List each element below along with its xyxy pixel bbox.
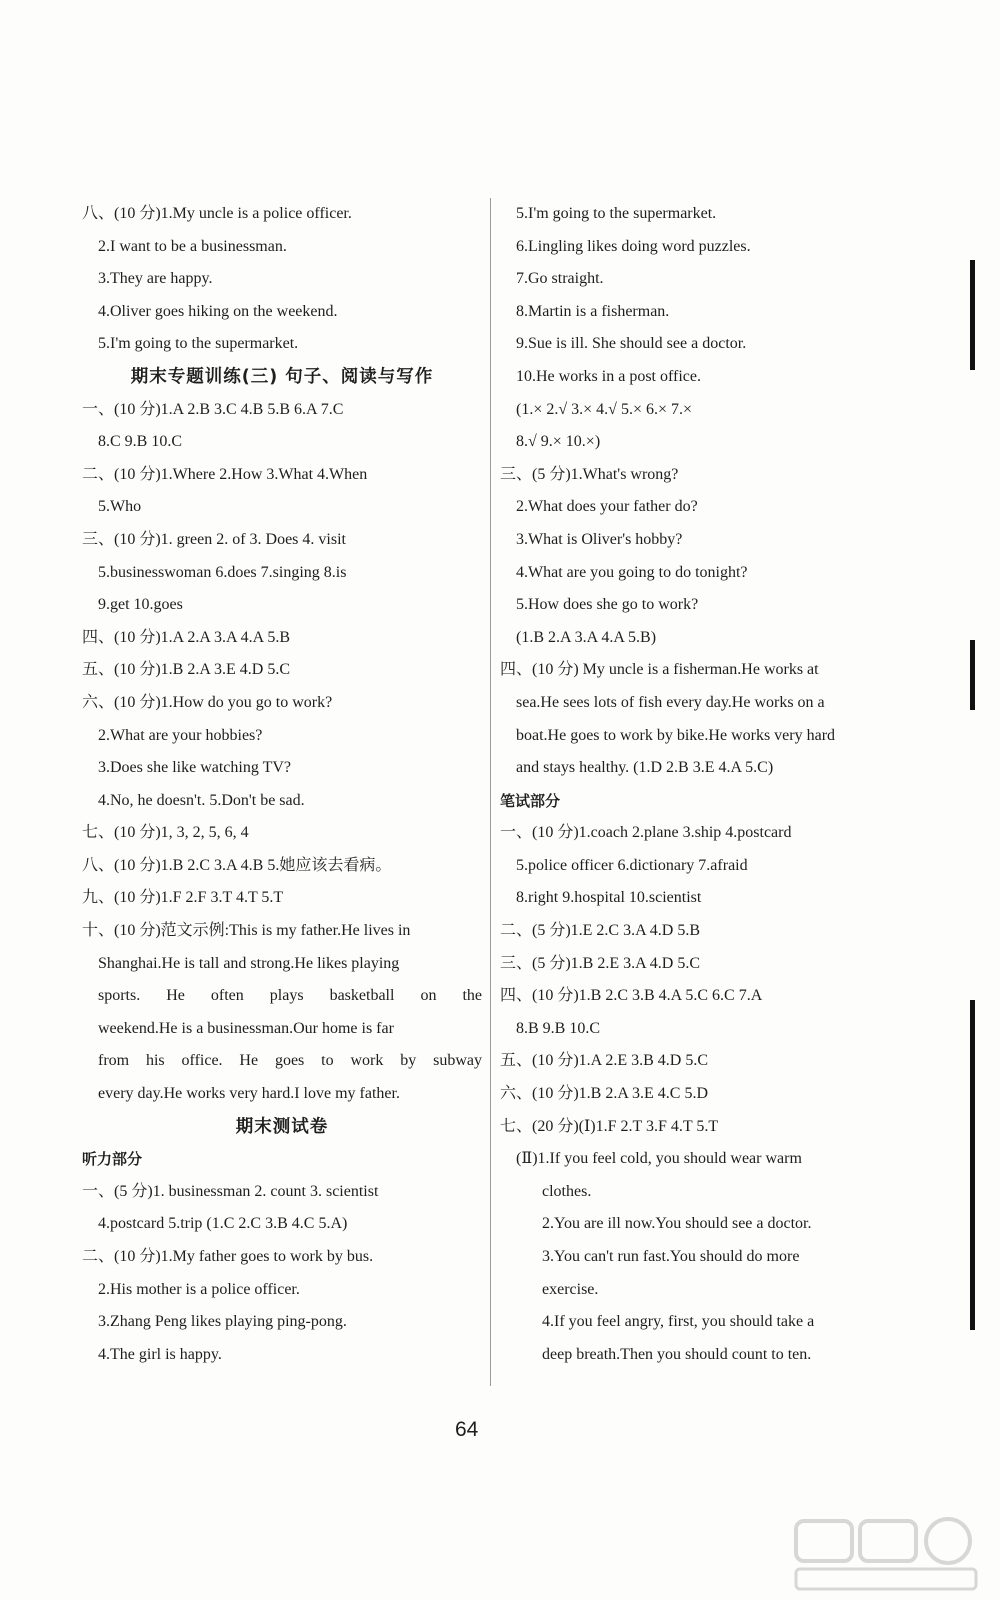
right-column [500, 198, 900, 1371]
answer-line: 三、(10 分)1. green 2. of 3. Does 4. visit [82, 530, 346, 548]
answer-line: (Ⅱ)1.If you feel cold, you should wear warm [516, 1150, 802, 1168]
scan-edge-mark [970, 640, 975, 710]
answer-line: from his office. He goes to work by subway [98, 1052, 482, 1070]
answer-line: 6.Lingling likes doing word puzzles. [516, 237, 751, 255]
answer-line: 一、(5 分)1. businessman 2. count 3. scientist [82, 1182, 379, 1200]
answer-line: 3.They are happy. [98, 270, 213, 288]
answer-line: (1.× 2.√ 3.× 4.√ 5.× 6.× 7.× [516, 400, 693, 418]
answer-line: 5.I'm going to the supermarket. [98, 335, 299, 353]
answer-line: 4.postcard 5.trip (1.C 2.C 3.B 4.C 5.A) [98, 1215, 348, 1233]
answer-line: 3.What is Oliver's hobby? [516, 530, 683, 548]
answer-line: 8.B 9.B 10.C [516, 1019, 601, 1037]
answer-line: every day.He works very hard.I love my father. [98, 1085, 400, 1103]
answer-line: 4.Oliver goes hiking on the weekend. [98, 302, 338, 320]
answer-line: 七、(20 分)(Ⅰ)1.F 2.T 3.F 4.T 5.T [500, 1117, 719, 1135]
answer-line: 3.Zhang Peng likes playing ping-pong. [98, 1313, 347, 1331]
answer-line: 一、(10 分)1.coach 2.plane 3.ship 4.postcard [500, 824, 792, 842]
scan-edge-mark [970, 1000, 975, 1330]
subsection-heading: 笔试部分 [500, 791, 561, 810]
answer-line: boat.He goes to work by bike.He works very hard [516, 726, 836, 744]
answer-line: 9.get 10.goes [98, 596, 183, 614]
answer-line: 九、(10 分)1.F 2.F 3.T 4.T 5.T [82, 889, 284, 907]
left-column [82, 198, 482, 1371]
answer-line: (1.B 2.A 3.A 4.A 5.B) [516, 628, 657, 646]
section-heading: 期末专题训练(三) 句子、阅读与写作 [130, 366, 434, 387]
answer-line: clothes. [542, 1182, 592, 1200]
answer-line: 3.Does she like watching TV? [98, 759, 291, 777]
answer-line: 8.C 9.B 10.C [98, 433, 183, 451]
answer-line: 六、(10 分)1.How do you go to work? [82, 693, 333, 711]
answer-line: 2.What does your father do? [516, 498, 698, 516]
answer-line: 8.√ 9.× 10.×) [516, 433, 601, 451]
answer-line: 9.Sue is ill. She should see a doctor. [516, 335, 747, 353]
answer-line: 一、(10 分)1.A 2.B 3.C 4.B 5.B 6.A 7.C [82, 400, 344, 418]
answer-line: 八、(10 分)1.My uncle is a police officer. [82, 205, 352, 222]
answer-line: and stays healthy. (1.D 2.B 3.E 4.A 5.C) [516, 759, 774, 777]
page-number: 64 [455, 1418, 479, 1441]
subsection-heading: 听力部分 [82, 1150, 143, 1169]
answer-line: 4.If you feel angry, first, you should take a [542, 1313, 815, 1331]
answer-line: 二、(10 分)1.Where 2.How 3.What 4.When [82, 465, 368, 483]
answer-line: 七、(10 分)1, 3, 2, 5, 6, 4 [82, 824, 249, 842]
answer-line: 六、(10 分)1.B 2.A 3.E 4.C 5.D [500, 1085, 709, 1103]
answer-line: 四、(10 分)1.B 2.C 3.B 4.A 5.C 6.C 7.A [500, 987, 763, 1005]
scan-edge-mark [970, 260, 975, 370]
answer-line: 三、(5 分)1.What's wrong? [500, 465, 679, 483]
answer-line: 3.You can't run fast.You should do more [542, 1248, 800, 1265]
answer-line: 五、(10 分)1.B 2.A 3.E 4.D 5.C [82, 661, 291, 679]
answer-line: 5.How does she go to work? [516, 596, 699, 614]
answer-line: sports. He often plays basketball on the [98, 987, 482, 1005]
answer-line: 5.I'm going to the supermarket. [516, 205, 717, 222]
answer-line: 五、(10 分)1.A 2.E 3.B 4.D 5.C [500, 1052, 709, 1070]
answer-line: 5.police officer 6.dictionary 7.afraid [516, 856, 748, 874]
column-divider [490, 198, 491, 1386]
answer-line: 十、(10 分)范文示例:This is my father.He lives in [82, 922, 411, 940]
section-heading: 期末测试卷 [235, 1116, 329, 1137]
answer-line: 四、(10 分)1.A 2.A 3.A 4.A 5.B [82, 628, 291, 646]
answer-line: 三、(5 分)1.B 2.E 3.A 4.D 5.C [500, 954, 701, 972]
watermark-logo [792, 1515, 982, 1595]
answer-line: 4.No, he doesn't. 5.Don't be sad. [98, 791, 305, 809]
answer-line: 8.right 9.hospital 10.scientist [516, 889, 702, 907]
answer-line: 7.Go straight. [516, 270, 604, 288]
answer-line: exercise. [542, 1280, 599, 1298]
answer-line: Shanghai.He is tall and strong.He likes playing [98, 954, 400, 972]
answer-line: 5.businesswoman 6.does 7.singing 8.is [98, 563, 347, 581]
answer-line: sea.He sees lots of fish every day.He works on a [516, 693, 825, 711]
answer-line: 二、(10 分)1.My father goes to work by bus. [82, 1248, 374, 1265]
answer-line: 4.What are you going to do tonight? [516, 563, 748, 581]
answer-line: 2.His mother is a police officer. [98, 1280, 300, 1298]
answer-line: 2.What are your hobbies? [98, 726, 263, 744]
answer-line: deep breath.Then you should count to ten. [542, 1345, 812, 1363]
answer-line: 2.You are ill now.You should see a doctor. [542, 1215, 812, 1233]
answer-line: 5.Who [98, 498, 142, 516]
answer-line: weekend.He is a businessman.Our home is far [98, 1019, 394, 1037]
answer-line: 2.I want to be a businessman. [98, 237, 287, 255]
answer-line: 二、(5 分)1.E 2.C 3.A 4.D 5.B [500, 922, 701, 940]
answer-line: 四、(10 分) My uncle is a fisherman.He works at [500, 661, 819, 679]
answer-line: 八、(10 分)1.B 2.C 3.A 4.B 5.她应该去看病。 [82, 856, 392, 874]
answer-line: 8.Martin is a fisherman. [516, 302, 670, 320]
answer-line: 4.The girl is happy. [98, 1345, 222, 1363]
answer-line: 10.He works in a post office. [516, 367, 701, 385]
